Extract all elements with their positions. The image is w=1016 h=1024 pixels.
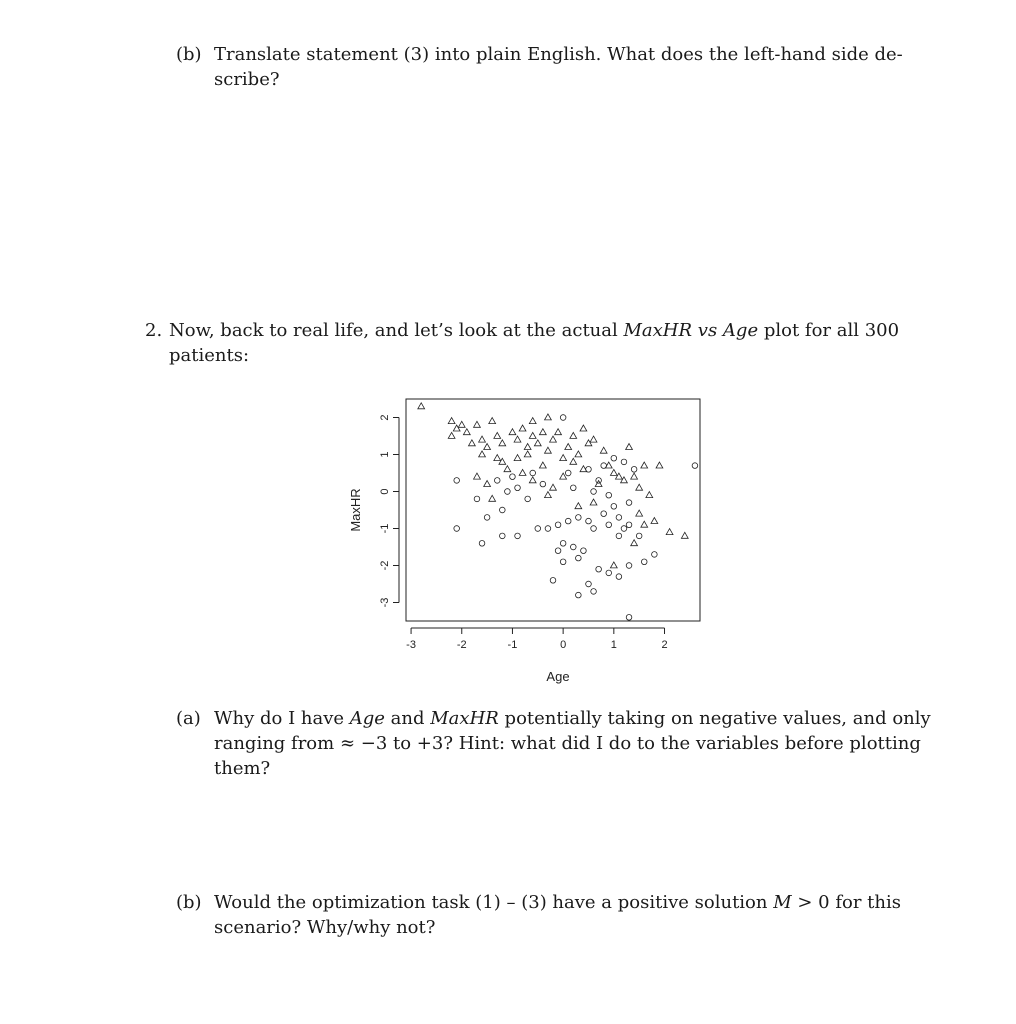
circle-point — [611, 455, 617, 461]
y-tick-label: 1 — [379, 451, 391, 458]
triangle-point — [484, 444, 491, 450]
circle-point — [500, 533, 506, 539]
circle-point — [586, 581, 592, 587]
triangle-point — [545, 447, 552, 453]
x-tick-label: 0 — [560, 639, 567, 651]
circle-point — [641, 559, 647, 565]
circle-point — [454, 478, 460, 484]
circle-point — [555, 522, 561, 528]
triangle-point — [600, 447, 607, 453]
circle-point — [479, 541, 485, 547]
triangle-point — [555, 429, 562, 435]
triangle-point — [529, 418, 536, 424]
question-2a-line-1-end: potentially taking on negative values, and only — [498, 708, 931, 729]
triangle-point — [489, 495, 496, 501]
triangle-point — [565, 444, 572, 450]
x-tick-label: 1 — [610, 639, 617, 651]
triangle-point — [489, 418, 496, 424]
question-1b-line-2: scribe? — [214, 69, 280, 90]
triangle-point — [550, 484, 557, 490]
question-2b-text — [214, 890, 916, 940]
y-axis — [379, 414, 399, 607]
triangle-point — [590, 436, 597, 442]
triangle-point — [519, 425, 526, 431]
circle-point — [510, 474, 516, 480]
triangle-point — [479, 436, 486, 442]
triangle-point — [479, 451, 486, 457]
question-2a-line-1-start: Why do I have — [214, 708, 350, 729]
y-tick-label: -1 — [379, 523, 391, 534]
y-tick-label: -3 — [379, 597, 391, 608]
question-2-text — [169, 318, 915, 368]
circle-point — [591, 489, 597, 495]
circle-point — [606, 492, 612, 498]
x-tick-label: -3 — [406, 639, 416, 651]
circle-point — [515, 485, 521, 491]
triangle-point — [545, 414, 552, 420]
triangle-point — [641, 521, 648, 527]
circle-point — [560, 541, 566, 547]
triangle-point — [681, 532, 688, 538]
triangle-point — [610, 469, 617, 475]
circle-point — [505, 489, 511, 495]
circle-point — [540, 481, 546, 487]
triangle-point — [610, 562, 617, 568]
triangle-point — [524, 451, 531, 457]
triangle-point — [636, 484, 643, 490]
circle-point — [636, 533, 642, 539]
question-2b — [176, 890, 916, 942]
question-2a-line-3: them? — [214, 758, 271, 779]
plot-frame — [406, 399, 700, 621]
x-axis — [406, 628, 667, 651]
circle-point — [560, 415, 566, 421]
triangle-point — [448, 418, 455, 424]
triangle-point — [494, 455, 501, 461]
y-tick-label: -2 — [379, 560, 391, 571]
circle-point — [515, 533, 521, 539]
question-1b — [176, 42, 916, 94]
x-axis-label: Age — [546, 669, 570, 684]
circle-point — [550, 578, 556, 584]
circle-point — [621, 459, 627, 465]
triangle-point — [418, 403, 425, 409]
circle-point — [581, 548, 587, 554]
circle-point — [652, 552, 658, 558]
maxhr-variable: MaxHR — [430, 708, 499, 729]
circle-point — [530, 470, 536, 476]
triangle-point — [468, 440, 475, 446]
triangle-point — [631, 540, 638, 546]
triangle-point — [590, 499, 597, 505]
question-2b-line-1-start: Would the optimization task (1) – (3) have a positive solution — [214, 892, 774, 913]
circle-point — [586, 467, 592, 473]
triangle-point — [529, 477, 536, 483]
maxhr-variable: MaxHR — [623, 320, 693, 341]
triangle-point — [570, 458, 577, 464]
circle-point — [576, 555, 582, 561]
and-word: and — [384, 708, 431, 729]
maxhr-vs-age-scatter-plot — [340, 390, 720, 690]
circle-point — [601, 511, 607, 517]
question-2b-line-1 — [214, 890, 916, 915]
circle-point — [621, 526, 627, 532]
triangle-point — [575, 503, 582, 509]
triangle-point — [524, 444, 531, 450]
triangle-point — [646, 492, 653, 498]
circle-point — [576, 592, 582, 598]
triangle-point — [463, 429, 470, 435]
circle-point — [570, 544, 576, 550]
triangle-point — [474, 473, 481, 479]
triangle-point — [651, 518, 658, 524]
circle-point — [631, 467, 637, 473]
triangle-point — [494, 432, 501, 438]
triangle-point — [509, 429, 516, 435]
triangle-point — [539, 462, 546, 468]
circle-point — [586, 518, 592, 524]
age-variable: Age — [349, 708, 385, 729]
circle-point — [611, 504, 617, 510]
triangle-point — [529, 432, 536, 438]
y-tick-label: 2 — [379, 414, 391, 421]
circle-point — [545, 526, 551, 532]
y-tick-label: 0 — [379, 488, 391, 495]
circle-point — [626, 563, 632, 569]
circle-point — [591, 589, 597, 595]
circle-point — [484, 515, 490, 521]
circle-point — [606, 570, 612, 576]
triangle-point — [514, 455, 521, 461]
triangle-point — [631, 473, 638, 479]
circle-point — [560, 559, 566, 565]
triangle-point — [575, 451, 582, 457]
triangle-point — [534, 440, 541, 446]
circle-point — [555, 548, 561, 554]
triangle-point — [519, 469, 526, 475]
circle-point — [565, 470, 571, 476]
circle-point — [626, 500, 632, 506]
question-2a — [176, 706, 931, 784]
circle-point — [626, 522, 632, 528]
triangle-point — [560, 455, 567, 461]
m-variable: M — [773, 892, 792, 913]
question-2a-line-2: ranging from ≈ −3 to +3? Hint: what did I do to the variables before plotting — [214, 733, 921, 754]
x-tick-label: -1 — [507, 639, 518, 651]
question-2 — [145, 318, 915, 370]
triangle-point — [656, 462, 663, 468]
circle-point — [500, 507, 506, 513]
question-2-line-1-start: Now, back to real life, and let’s look at the actual — [169, 320, 624, 341]
circle-point — [606, 522, 612, 528]
triangle-point — [458, 421, 465, 427]
triangle-point — [636, 510, 643, 516]
question-2b-line-1-end: > 0 for this — [791, 892, 902, 913]
question-1b-text — [214, 42, 916, 92]
question-2a-label: (a) — [176, 708, 201, 729]
circle-point — [616, 515, 622, 521]
circle-point — [692, 463, 698, 469]
triangle-point — [504, 466, 511, 472]
question-2-label: 2. — [145, 320, 163, 341]
question-2-line-1-end: plot for all 300 — [758, 320, 900, 341]
triangle-point — [514, 436, 521, 442]
circle-point — [591, 526, 597, 532]
x-tick-label: 2 — [661, 639, 668, 651]
question-1b-line-1: Translate statement (3) into plain English. What does the left-hand side de- — [214, 44, 903, 65]
question-1b-label: (b) — [176, 44, 202, 65]
question-2a-line-1 — [214, 706, 931, 731]
circle-point — [596, 566, 602, 572]
circle-point — [535, 526, 541, 532]
triangle-point — [499, 440, 506, 446]
circle-point — [474, 496, 480, 502]
circle-point — [616, 574, 622, 580]
triangle-point — [448, 432, 455, 438]
triangle-point — [570, 432, 577, 438]
triangle-point — [641, 462, 648, 468]
triangle-point — [474, 421, 481, 427]
triangle-point — [539, 429, 546, 435]
circle-point — [570, 485, 576, 491]
circle-point — [565, 518, 571, 524]
circle-point — [616, 533, 622, 539]
circle-point — [494, 478, 500, 484]
triangle-point — [484, 481, 491, 487]
circle-point — [601, 463, 607, 469]
question-2a-text — [214, 706, 931, 781]
data-points — [418, 403, 698, 620]
question-2-line-1 — [169, 318, 915, 343]
question-2-line-2: patients: — [169, 345, 250, 366]
age-variable: Age — [722, 320, 759, 341]
question-2b-line-2: scenario? Why/why not? — [214, 917, 436, 938]
circle-point — [454, 526, 460, 532]
circle-point — [626, 615, 632, 621]
triangle-point — [580, 425, 587, 431]
triangle-point — [550, 436, 557, 442]
circle-point — [576, 515, 582, 521]
question-2b-label: (b) — [176, 892, 202, 913]
vs-word: vs — [692, 320, 723, 341]
triangle-point — [626, 444, 633, 450]
triangle-point — [666, 529, 673, 535]
circle-point — [525, 496, 531, 502]
x-tick-label: -2 — [456, 639, 467, 651]
triangle-point — [545, 492, 552, 498]
y-axis-label: MaxHR — [348, 488, 363, 532]
